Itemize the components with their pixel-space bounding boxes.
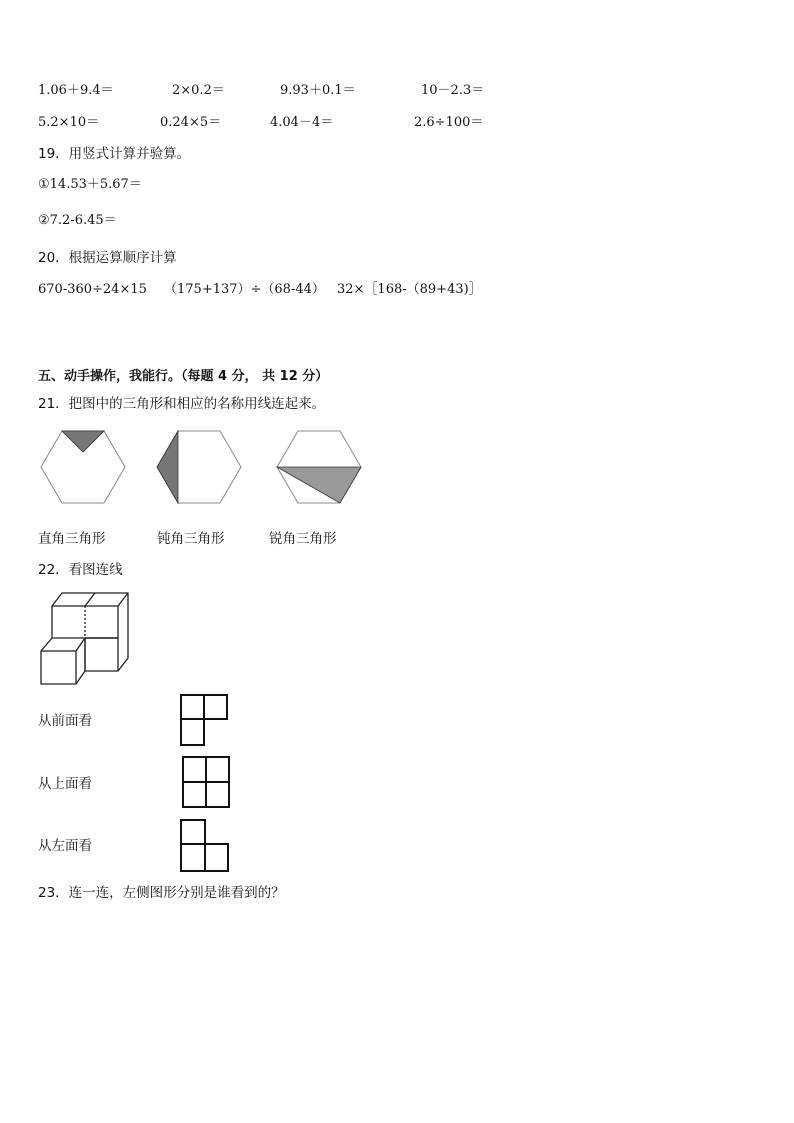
view-grid-2 — [183, 757, 229, 807]
q20-expr-3: 32×［168-（89+43)］ — [337, 282, 482, 297]
q20-expr-1: 670-360÷24×15 — [38, 282, 147, 297]
oral-calc-1-3: 9.93＋0.1＝ — [280, 83, 356, 98]
q19-title: 19．用竖式计算并验算。 — [38, 146, 191, 162]
oral-calc-2-3: 4.04－4＝ — [270, 115, 334, 130]
view-label-front: 从前面看 — [38, 713, 92, 729]
oral-calc-2-2: 0.24×5＝ — [160, 115, 222, 130]
oral-calc-1-2: 2×0.2＝ — [172, 83, 225, 98]
view-label-left: 从左面看 — [38, 838, 92, 854]
q21-label-right-triangle: 直角三角形 — [38, 531, 106, 547]
view-label-top: 从上面看 — [38, 776, 92, 792]
q20-expr-2: （175+137）÷（68-44） — [164, 282, 325, 297]
q23-title: 23．连一连，左侧图形分别是谁看到的？ — [38, 885, 285, 901]
view-grid-3 — [181, 820, 228, 871]
q21-label-obtuse-triangle: 钝角三角形 — [157, 531, 225, 547]
oral-calc-2-1: 5.2×10＝ — [38, 115, 100, 130]
view-grid-1 — [181, 695, 227, 745]
q22-title: 22．看图连线 — [38, 562, 123, 578]
oral-calc-1-1: 1.06＋9.4＝ — [38, 83, 114, 98]
section-5-heading: 五、动手操作，我能行。（每题 4 分， 共 12 分） — [38, 369, 329, 384]
q21-title: 21．把图中的三角形和相应的名称用线连起来。 — [38, 396, 326, 412]
q19-item-2: ②7.2-6.45＝ — [38, 213, 117, 228]
oral-calc-2-4: 2.6÷100＝ — [414, 115, 484, 130]
q19-item-1: ①14.53＋5.67＝ — [38, 177, 142, 192]
oral-calc-1-4: 10－2.3＝ — [421, 83, 485, 98]
q20-title: 20．根据运算顺序计算 — [38, 250, 177, 266]
q21-label-acute-triangle: 锐角三角形 — [269, 531, 337, 547]
